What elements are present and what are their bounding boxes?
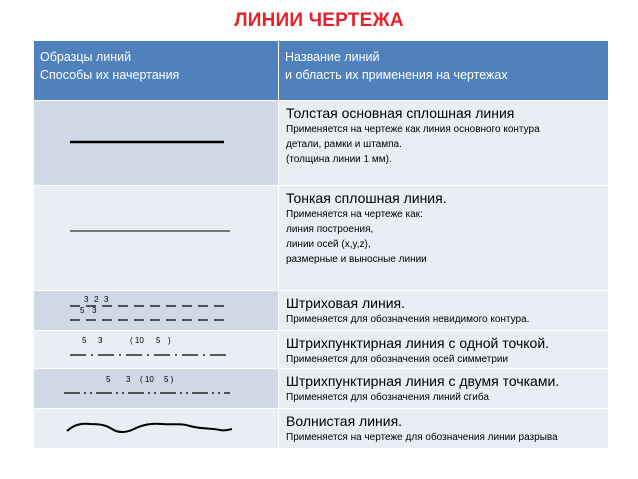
header-samples: Образцы линий Способы их начертания [34,41,279,101]
desc-dash-dot: Штрихпунктирная линия с одной точкой. Применяется для обозначения осей симметрии [279,331,609,369]
desc-thin-solid: Тонкая сплошная линия. Применяется на чертеже как: линия построения, линии осей (x,y,z), размерные и выносные линии [279,186,609,291]
dim-label: 3 [126,375,131,384]
sample-thick-solid [34,101,279,186]
dash-double-dot-line-sample [34,369,279,409]
table-row [34,409,609,449]
thin-solid-line-sample [34,186,279,291]
dim-label: 3 [84,295,89,304]
table-row [34,331,609,369]
desc-dash-double-dot: Штрихпунктирная линия с двумя точками. Применяется для обозначения линий сгиба [279,369,609,409]
table-row [34,186,609,291]
dash-dot-line-sample [34,331,279,369]
sample-dash-double-dot [34,369,279,409]
sample-dash-dot [34,331,279,369]
desc-dashed: Штриховая линия. Применяется для обозначения невидимого контура. [279,291,609,331]
dim-label: ( 10 [140,375,154,384]
desc-thick-solid: Толстая основная сплошная линия Применяется на чертеже как линия основного контура детали, рамки и штампа. (толщина линии 1 мм). [279,101,609,186]
dim-label: 5 [82,336,87,345]
thick-solid-line-sample [34,101,279,186]
page-title: ЛИНИИ ЧЕРТЕЖА [234,10,404,31]
dashed-line-sample [34,291,279,331]
dim-label: 3 [104,295,109,304]
dim-label: ) [168,336,171,345]
dim-label: ( 10 [130,336,144,345]
wavy-line-sample [34,409,279,449]
line-types-table [33,40,609,449]
dim-label: 5 [106,375,111,384]
sample-wavy [34,409,279,449]
table-header-row [34,41,609,101]
table-row [34,369,609,409]
sample-dashed [34,291,279,331]
dim-label: 3 [98,336,103,345]
dim-label: 5 [156,336,161,345]
table-row [34,101,609,186]
sample-thin-solid [34,186,279,291]
dim-label: 5 [80,306,85,315]
dim-label: 2 [94,295,99,304]
dim-label: 3 [92,306,97,315]
dim-label: 5 ) [164,375,174,384]
desc-wavy: Волнистая линия. Применяется на чертеже для обозначения линии разрыва [279,409,609,449]
header-names: Название линий и область их применения на чертежах [279,41,609,101]
table-row [34,291,609,331]
